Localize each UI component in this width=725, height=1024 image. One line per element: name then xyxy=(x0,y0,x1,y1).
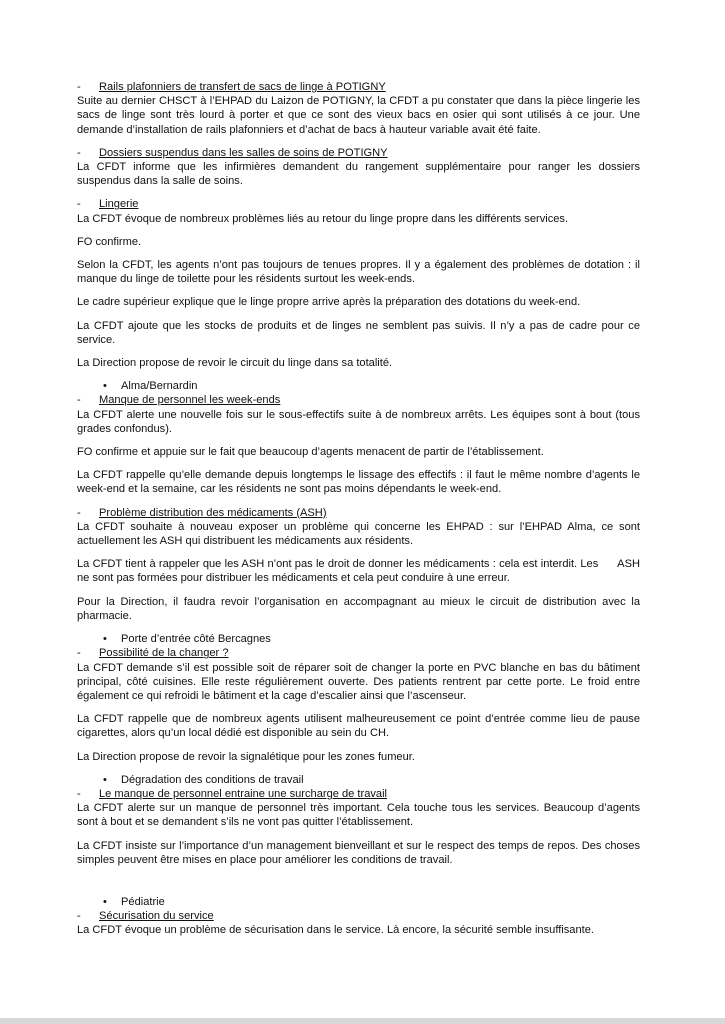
dash-marker: - xyxy=(77,198,81,211)
section-heading-lingerie xyxy=(77,197,640,211)
paragraph: La CFDT évoque un problème de sécurisation dans le service. Là encore, la sécurité semble insuffisante. xyxy=(77,924,594,937)
section-heading-surcharge xyxy=(77,787,640,801)
bullet-item-degradation xyxy=(77,773,640,787)
paragraph: Selon la CFDT, les agents n’ont pas toujours de tenues propres. Il y a également des problèmes de dotation : il manque du linge de toilette pour les résidents surtout les week-ends. xyxy=(77,259,640,286)
heading-title: Lingerie xyxy=(99,198,139,211)
heading-title: Dossiers suspendus dans les salles de soins de POTIGNY xyxy=(99,146,388,159)
dash-marker: - xyxy=(77,910,81,923)
heading-title: Le manque de personnel entraine une surcharge de travail xyxy=(99,787,388,800)
bullet-label: Pédiatrie xyxy=(121,895,165,908)
dash-marker: - xyxy=(77,647,81,660)
heading-title: Problème distribution des médicaments (ASH) xyxy=(99,506,327,519)
dash-marker: - xyxy=(77,394,81,407)
paragraph: La CFDT demande s’il est possible soit de réparer soit de changer la porte en PVC blanche en bas du bâtiment principal, côté cuisines. Elle reste régulièrement ouverte. Des patients rentrent par cette porte. Le froid entre également ce qui refroidi le bâtiment et la cage d’escalier ainsi que l’ascenseur. xyxy=(77,661,640,702)
paragraph: La CFDT tient à rappeler que les ASH n’ont pas le droit de donner les médicaments : cela est interdit. Les ASH ne sont pas formées pour distribuer les médicaments et cela peut conduire à une erreur. xyxy=(77,558,644,585)
paragraph: La CFDT rappelle qu’elle demande depuis longtemps le lissage des effectifs : il faut le même nombre d’agents le week-end et la semaine, car les résidents ne sont pas moins dépendants le week-end. xyxy=(77,469,640,496)
paragraph: Suite au dernier CHSCT à l’EHPAD du Laizon de POTIGNY, la CFDT a pu constater que dans la pièce lingerie les sacs de linge sont très lourd à porter et que ce sont des vieux bacs en osier qui sont utilisés à ce jour. Une demande d’installation de rails plafonniers et d’achat de bacs à hauteur variable avait été faite. xyxy=(77,95,640,136)
bullet-dot: • xyxy=(103,773,107,786)
bullet-dot: • xyxy=(103,633,107,646)
bullet-item-pediatrie xyxy=(77,895,640,909)
dash-marker: - xyxy=(77,506,81,519)
paragraph: La CFDT souhaite à nouveau exposer un problème qui concerne les EHPAD : sur l’EHPAD Alma, ce sont actuellement les ASH qui distribuent les médicaments aux résidents. xyxy=(77,520,640,548)
section-heading-rails xyxy=(77,80,640,94)
paragraph: La CFDT ajoute que les stocks de produits et de linges ne semblent pas suivis. Il n’y a pas de cadre pour ce service. xyxy=(77,319,640,346)
heading-title: Sécurisation du service xyxy=(99,910,214,923)
dash-marker: - xyxy=(77,81,81,93)
paragraph: La CFDT informe que les infirmières demandent du rangement supplémentaire pour ranger les dossiers suspendus dans la salle de soins. xyxy=(77,161,640,188)
bullet-label: Porte d’entrée côté Bercagnes xyxy=(121,633,271,646)
paragraph: La CFDT alerte sur un manque de personnel très important. Cela touche tous les services. Beaucoup d’agents sont à bout et se demandent s’ils ne vont pas quitter l’établissement. xyxy=(77,802,640,829)
document-page xyxy=(77,80,644,938)
dash-marker: - xyxy=(77,787,81,800)
heading-title: Manque de personnel les week-ends xyxy=(99,394,281,407)
paragraph: La CFDT rappelle que de nombreux agents utilisent malheureusement ce point d’entrée comme lieu de pause cigarettes, alors qu’un local dédié est disponible au sein du CH. xyxy=(77,713,640,740)
bullet-label: Dégradation des conditions de travail xyxy=(121,773,304,786)
bullet-item-alma xyxy=(77,379,640,393)
bullet-label: Alma/Bernardin xyxy=(121,380,198,393)
section-heading-dossiers xyxy=(77,146,640,160)
page-bottom-edge xyxy=(0,1018,725,1024)
bullet-item-porte xyxy=(77,632,640,646)
paragraph: FO confirme. xyxy=(77,235,142,248)
paragraph: Le cadre supérieur explique que le linge propre arrive après la préparation des dotations du week-end. xyxy=(77,296,581,309)
paragraph: Pour la Direction, il faudra revoir l’organisation en accompagnant au mieux le circuit de distribution avec la pharmacie. xyxy=(77,595,640,622)
section-heading-medicaments xyxy=(77,506,640,520)
section-heading-weekends xyxy=(77,393,640,407)
heading-title: Possibilité de la changer ? xyxy=(99,647,229,660)
paragraph: La CFDT insiste sur l’importance d’un management bienveillant et sur le respect des temps de repos. Des choses simples peuvent être mises en place pour améliorer les conditions de travail. xyxy=(77,839,640,866)
dash-marker: - xyxy=(77,146,81,159)
paragraph: La CFDT évoque de nombreux problèmes liés au retour du linge propre dans les différents services. xyxy=(77,212,569,225)
section-heading-securisation xyxy=(77,909,640,923)
paragraph: La Direction propose de revoir la signalétique pour les zones fumeur. xyxy=(77,750,415,763)
bullet-dot: • xyxy=(103,380,107,393)
heading-title: Rails plafonniers de transfert de sacs de linge à POTIGNY xyxy=(99,81,386,93)
paragraph: La CFDT alerte une nouvelle fois sur le sous-effectifs suite à de nombreux arrêts. Les équipes sont à bout (tous grades confondus). xyxy=(77,408,640,435)
paragraph: FO confirme et appuie sur le fait que beaucoup d’agents menacent de partir de l’établissement. xyxy=(77,446,544,459)
section-heading-porte xyxy=(77,646,640,660)
bullet-dot: • xyxy=(103,895,107,908)
paragraph: La Direction propose de revoir le circuit du linge dans sa totalité. xyxy=(77,357,393,370)
